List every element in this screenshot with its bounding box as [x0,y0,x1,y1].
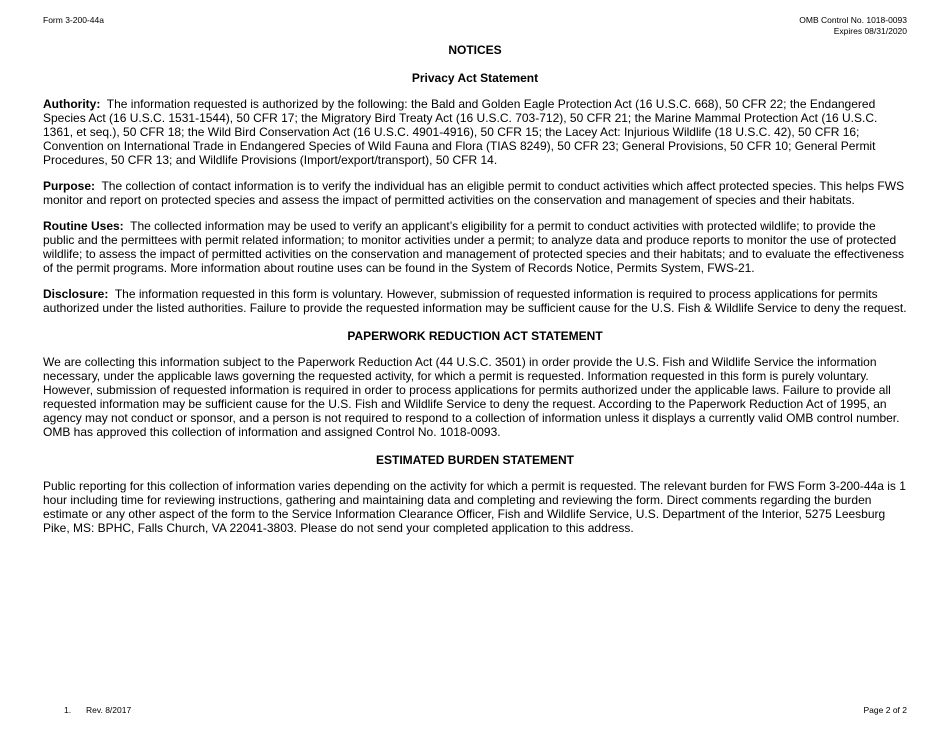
purpose-paragraph [43,179,907,207]
revision-date: Rev. 8/2017 [86,705,132,715]
disclosure-text: The information requested in this form is voluntary. However, submission of requested information is required to process applications for permits authorized under the listed authorities. Failure to provide the requested information may be sufficient cause for the U.S. Fish & Wildlife Service to deny the request. [43,287,907,315]
estimated-burden-paragraph: Public reporting for this collection of information varies depending on the activity for which a permit is requested. The relevant burden for FWS Form 3-200-44a is 1 hour including time for reviewing instructions, gathering and maintaining data and completing and reviewing the form. Direct comments regarding the burden estimate or any other aspect of the form to the Service Information Clearance Officer, Fish and Wildlife Service, U.S. Department of the Interior, 5275 Leesburg Pike, MS: BPHC, Falls Church, VA 22041-3803. Please do not send your completed application to this address. [43,479,906,535]
omb-control-block [799,15,907,37]
page-title: NOTICES [448,43,502,57]
omb-control-number: OMB Control No. 1018-0093 [799,15,907,25]
footer-number: 1. [64,705,72,715]
page-number: Page 2 of 2 [863,705,907,715]
omb-expiration-date: Expires 08/31/2020 [833,26,907,36]
disclosure-paragraph [43,287,907,315]
privacy-act-heading: Privacy Act Statement [411,71,539,85]
routine-uses-label: Routine Uses: [43,219,124,233]
purpose-text: The collection of contact information is to verify the individual has an eligible permit to conduct activities which affect protected species. This helps FWS monitor and report on protected species and assess the impact of permitted activities on the conservation and management of species and their habitats. [43,179,905,207]
form-id: Form 3-200-44a [43,15,104,25]
purpose-label: Purpose: [43,179,96,193]
footer-revision [64,705,131,715]
estimated-burden-heading: ESTIMATED BURDEN STATEMENT [376,453,574,467]
authority-paragraph [43,97,907,167]
paperwork-reduction-heading: PAPERWORK REDUCTION ACT STATEMENT [347,329,603,343]
routine-uses-text: The collected information may be used to verify an applicant’s eligibility for a permit to conduct activities with protected wildlife; to provide the public and the permittees with permit related information; to monitor activities under a permit; to analyze data and produce reports to monitor the use of protected wildlife; to assess the impact of permitted activities on the conservation and management of protected species and their habitats; and to evaluate the effectiveness of the permit programs. More information about routine uses can be found in the System of Records Notice, Permits System, FWS-21. [43,219,904,275]
notice-content [43,43,907,547]
disclosure-label: Disclosure: [43,287,109,301]
authority-text: The information requested is authorized by the following: the Bald and Golden Eagle Protection Act (16 U.S.C. 668), 50 CFR 22; the Endangered Species Act (16 U.S.C. 1531-1544), 50 CFR 17; the Migratory Bird Treaty Act (16 U.S.C. 703-712), 50 CFR 21; the Marine Mammal Protection Act (16 U.S.C. 1361, et seq.), 50 CFR 18; the Wild Bird Conservation Act (16 U.S.C. 4901-4916), 50 CFR 15; the Lacey Act: Injurious Wildlife (18 U.S.C. 42), 50 CFR 16; Convention on International Trade in Endangered Species of Wild Fauna and Flora (TIAS 8249), 50 CFR 23; General Provisions, 50 CFR 10; General Permit Procedures, 50 CFR 13; and Wildlife Provisions (Import/export/transport), 50 CFR 14. [43,97,878,167]
routine-uses-paragraph [43,219,907,275]
authority-label: Authority: [43,97,101,111]
paperwork-reduction-paragraph: We are collecting this information subject to the Paperwork Reduction Act (44 U.S.C. 3501) in order provide the U.S. Fish and Wildlife Service the information necessary, under the applicable laws governing the requested activity, for which a permit is requested. Information requested in this form is purely voluntary. However, submission of requested information is required in order to process applications for permits authorized under the applicable laws. Failure to provide all requested information may be sufficient cause for the U.S. Fish and Wildlife Service to deny the request. According to the Paperwork Reduction Act of 1995, an agency may not conduct or sponsor, and a person is not required to respond to a collection of information unless it displays a currently valid OMB control number. OMB has approved this collection of information and assigned Control No. 1018-0093. [43,355,900,439]
